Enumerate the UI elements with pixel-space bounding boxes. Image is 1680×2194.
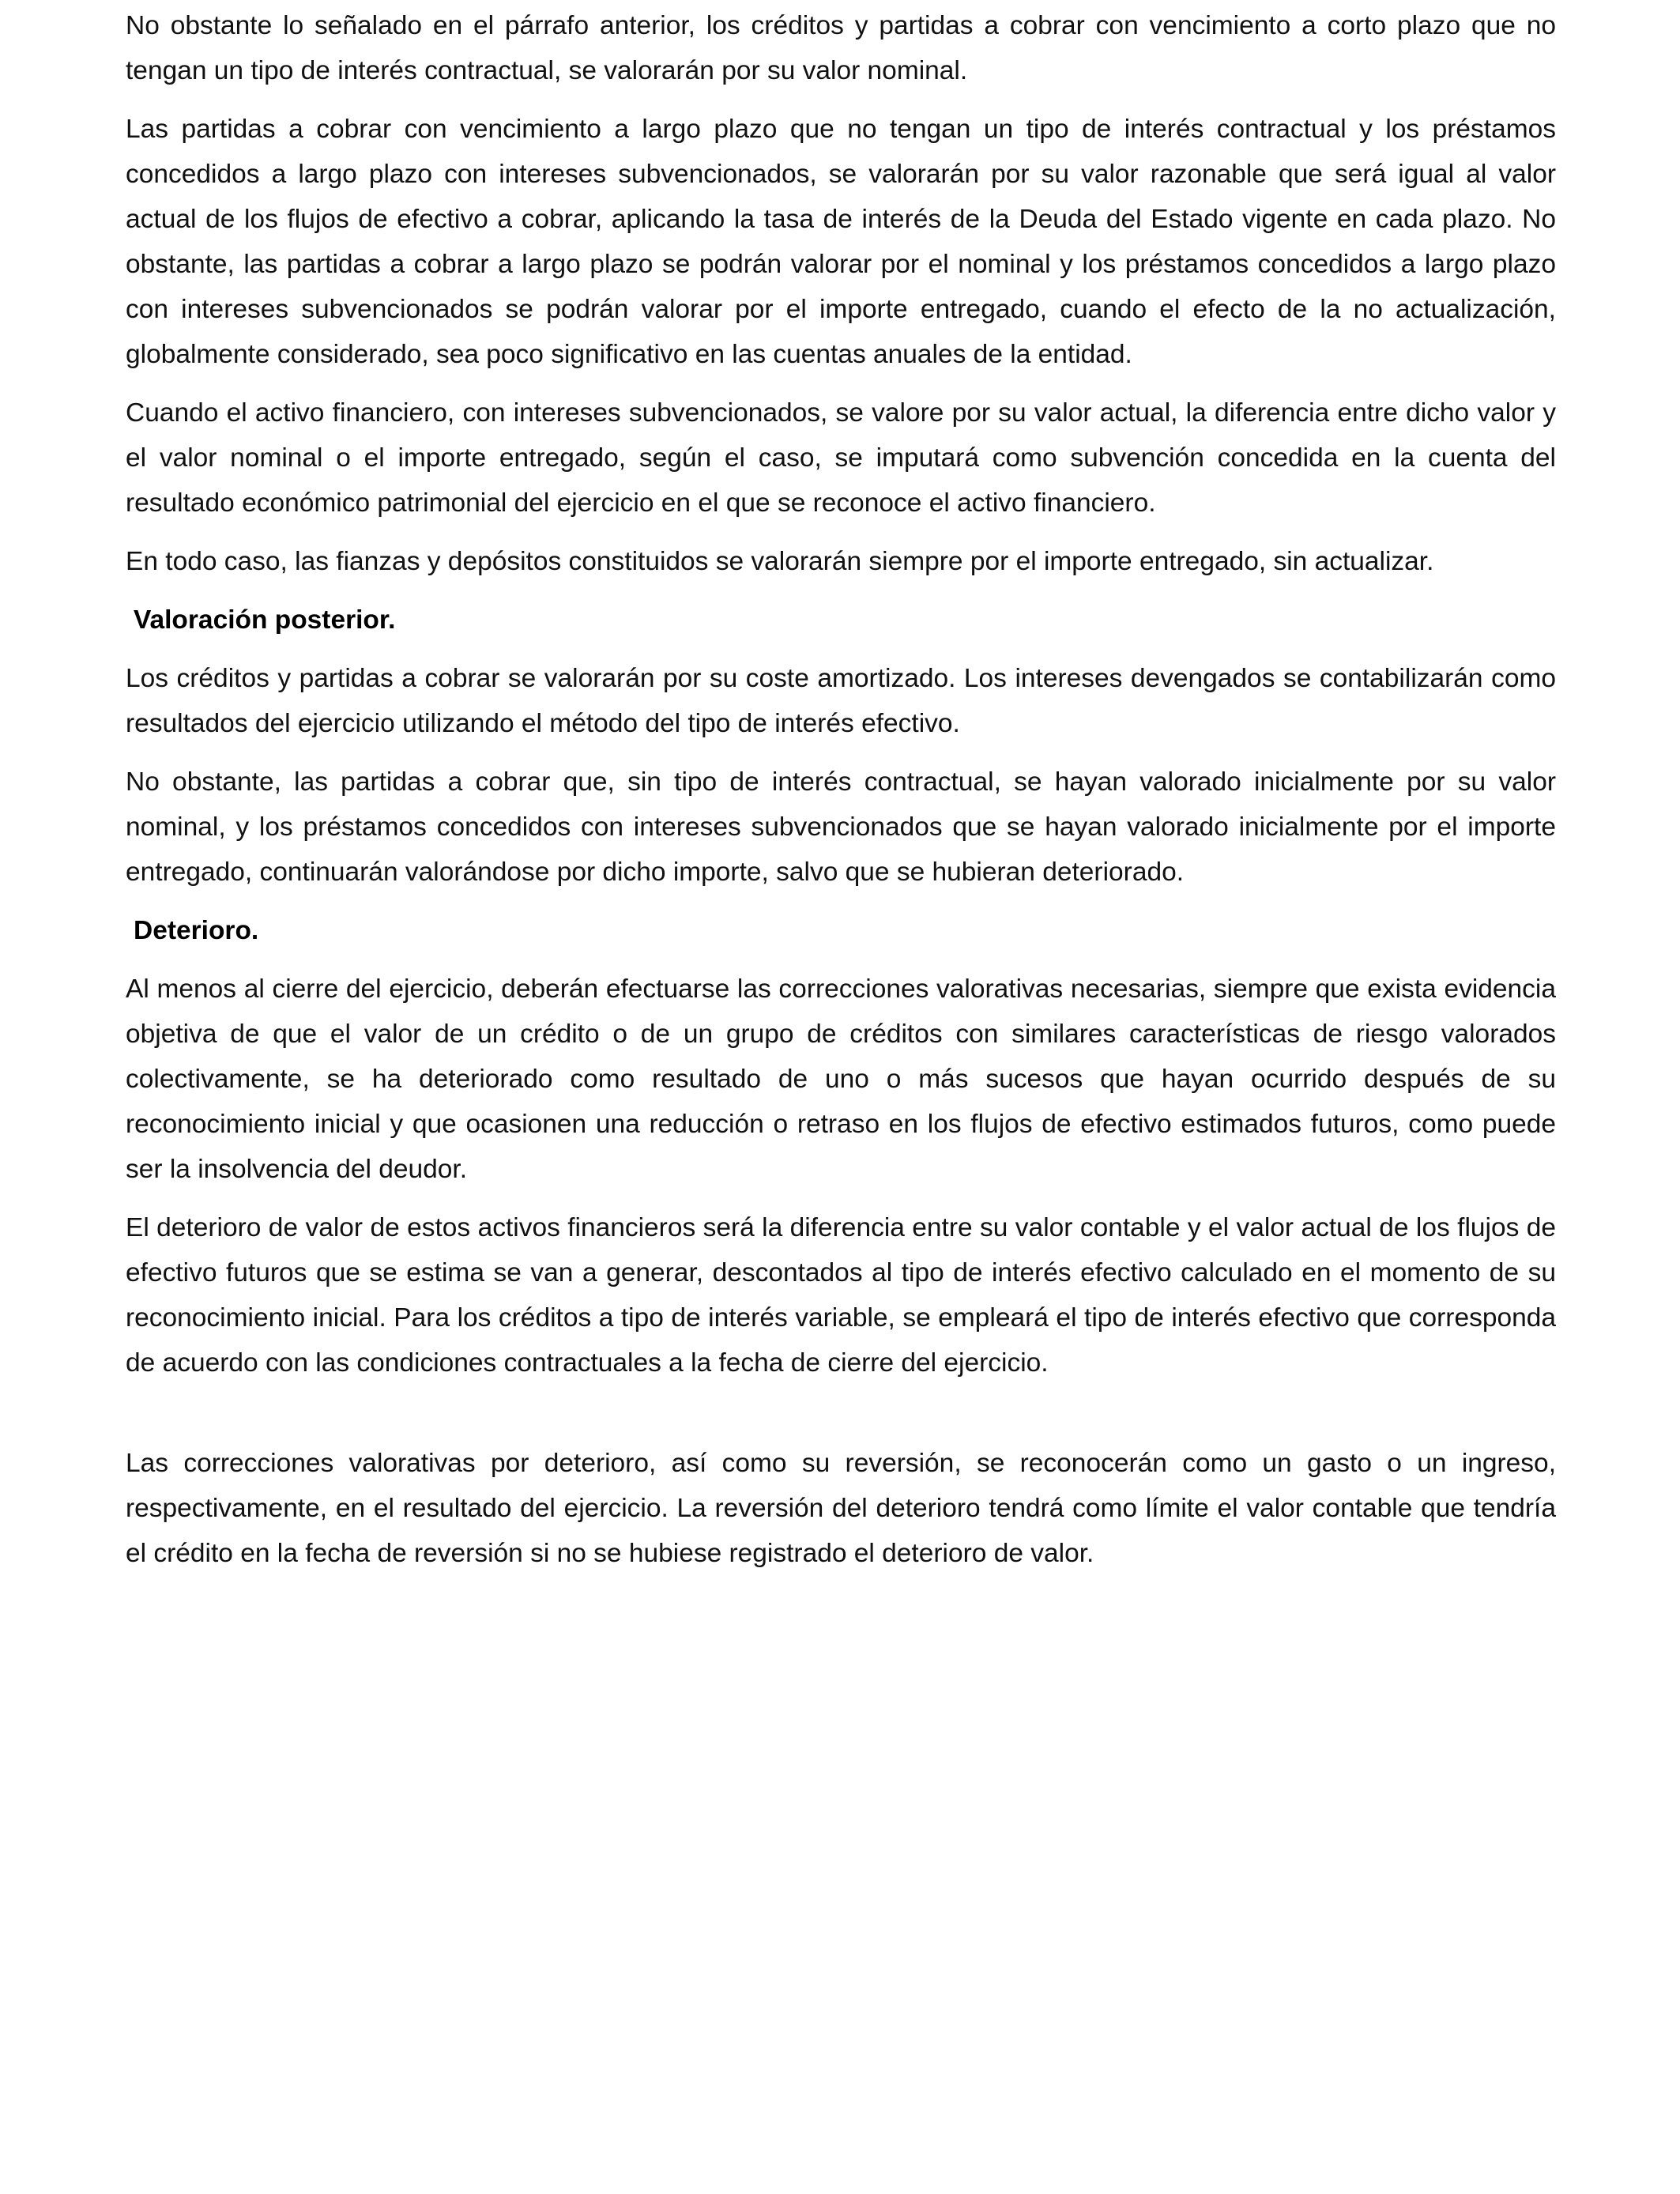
paragraph-intereses-subvencionados: Cuando el activo financiero, con intereses subvencionados, se valore por su valor actual, la diferencia entre dicho valor y el valor nominal o el importe entregado, según el caso, se imputará como subvención concedida en la cuenta del resultado económico patrimonial del ejercicio en el que se reconoce el activo financiero. [126,398,1556,518]
paragraph-reversion-deterioro: Las correcciones valorativas por deterioro, así como su reversión, se reconocerán como un gasto o un ingreso, respectivamente, en el resultado del ejercicio. La reversión del deterioro tendrá como límite el valor contable que tendría el crédito en la fecha de reversión si no se hubiese registrado el deterioro de valor. [126,1449,1556,1568]
paragraph-calculo-deterioro: El deterioro de valor de estos activos financieros será la diferencia entre su valor contable y el valor actual de los flujos de efectivo futuros que se estima se van a generar, descontados al tipo de interés efectivo calculado en el momento de su reconocimiento inicial. Para los créditos a tipo de interés variable, se empleará el tipo de interés efectivo que corresponda de acuerdo con las condiciones contractuales a la fecha de cierre del ejercicio. [126,1213,1556,1378]
spacer [126,1399,1556,1441]
paragraph-excepcion-valor-nominal: No obstante, las partidas a cobrar que, sin tipo de interés contractual, se hayan valorado inicialmente por su valor nominal, y los préstamos concedidos con intereses subvencionados que se hayan valorado inicialmente por el importe entregado, continuarán valorándose por dicho importe, salvo que se hubieran deteriorado. [126,767,1556,887]
document-page [126,3,1556,1589]
heading-deterioro: Deterioro. [134,916,259,945]
heading-valoracion-posterior: Valoración posterior. [134,605,396,635]
paragraph-largo-plazo: Las partidas a cobrar con vencimiento a largo plazo que no tengan un tipo de interés contractual y los préstamos concedidos a largo plazo con intereses subvencionados, se valorarán por su valor razonable que será igual al valor actual de los flujos de efectivo a cobrar, aplicando la tasa de interés de la Deuda del Estado vigente en cada plazo. No obstante, las partidas a cobrar a largo plazo se podrán valorar por el nominal y los préstamos concedidos a largo plazo con intereses subvencionados se podrán valorar por el importe entregado, cuando el efecto de la no actualización, globalmente considerado, sea poco significativo en las cuentas anuales de la entidad. [126,115,1556,369]
paragraph-fianzas-depositos: En todo caso, las fianzas y depósitos constituidos se valorarán siempre por el importe entregado, sin actualizar. [126,547,1434,576]
paragraph-correcciones-valorativas: Al menos al cierre del ejercicio, deberán efectuarse las correcciones valorativas necesarias, siempre que exista evidencia objetiva de que el valor de un crédito o de un grupo de créditos con similares características de riesgo valorados colectivamente, se ha deteriorado como resultado de uno o más sucesos que hayan ocurrido después de su reconocimiento inicial y que ocasionen una reducción o retraso en los flujos de efectivo estimados futuros, como puede ser la insolvencia del deudor. [126,974,1556,1184]
paragraph-valor-nominal-corto-plazo: No obstante lo señalado en el párrafo anterior, los créditos y partidas a cobrar con vencimiento a corto plazo que no tengan un tipo de interés contractual, se valorarán por su valor nominal. [126,11,1556,85]
paragraph-coste-amortizado: Los créditos y partidas a cobrar se valorarán por su coste amortizado. Los intereses devengados se contabilizarán como resultados del ejercicio utilizando el método del tipo de interés efectivo. [126,664,1556,738]
